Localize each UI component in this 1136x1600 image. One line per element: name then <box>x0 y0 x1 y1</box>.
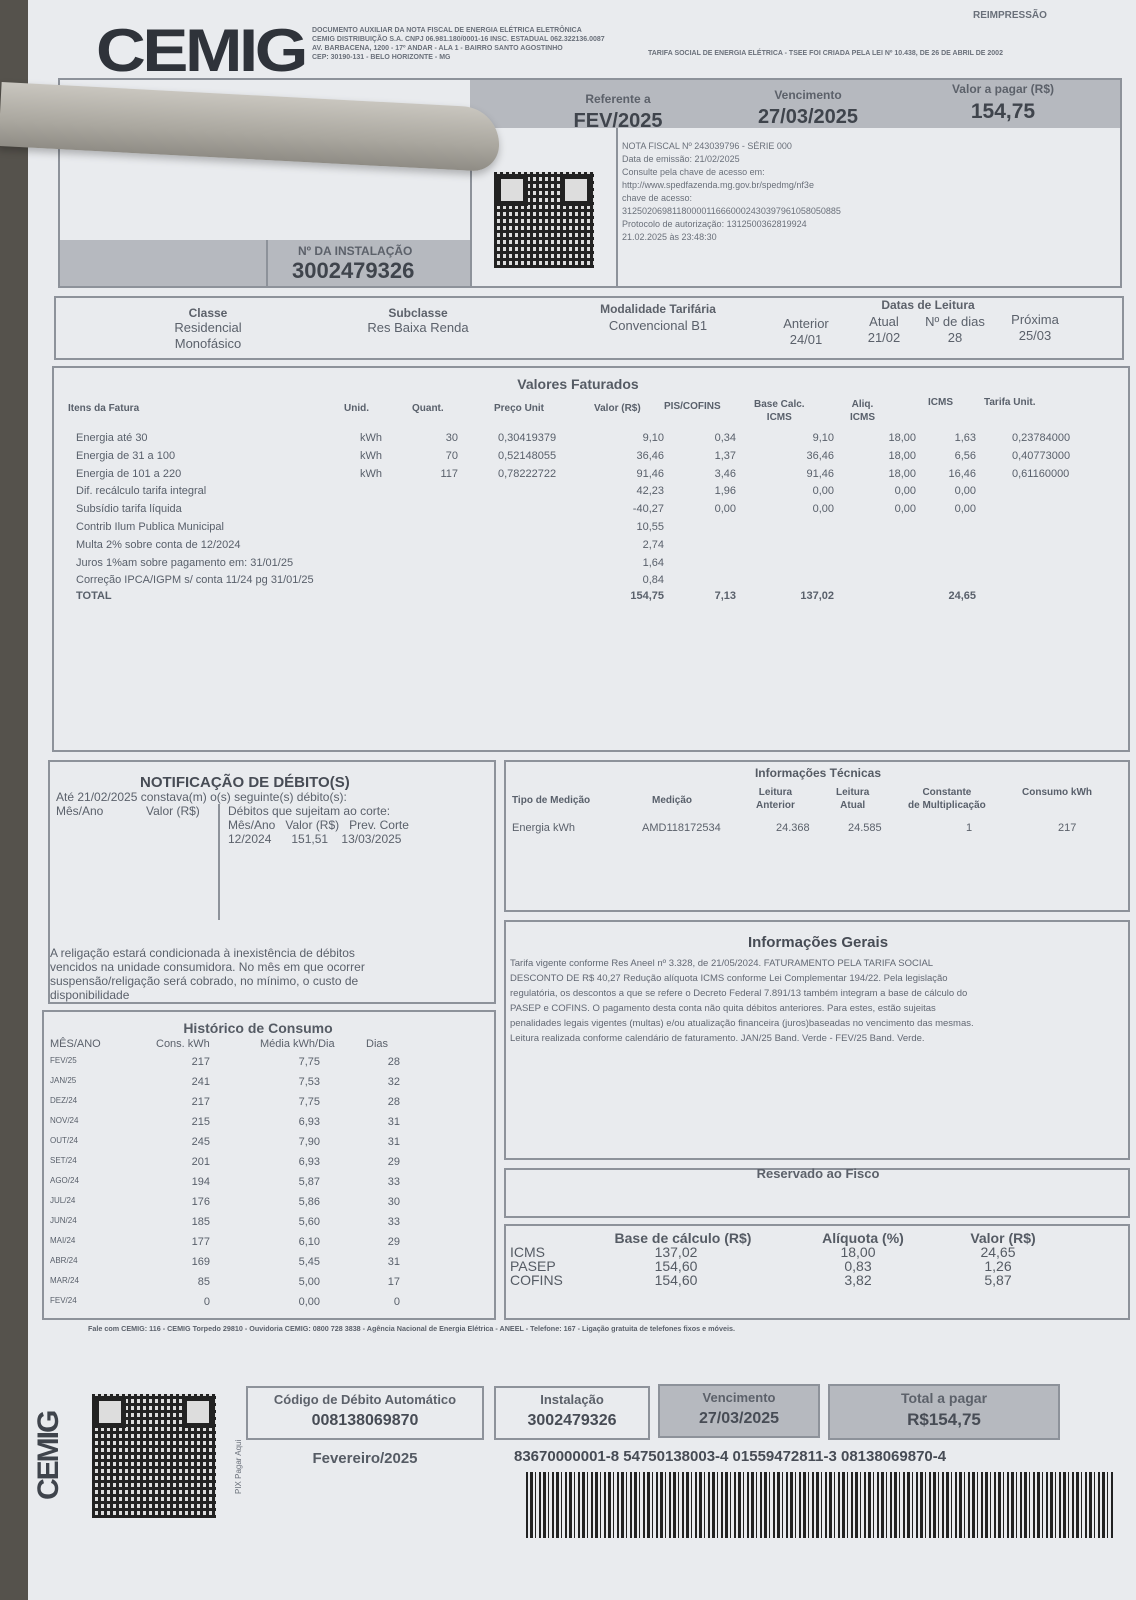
general-line: Tarifa vigente conforme Res Aneel nº 3.328, de 21/05/2024. FATURAMENTO PELA TARIFA SOCIAL <box>510 958 934 969</box>
billing-valor: 42,23 <box>636 485 664 498</box>
billing-valor: -40,27 <box>632 503 664 516</box>
amount-value: 154,75 <box>970 100 1036 123</box>
history-cons: 185 <box>191 1216 210 1228</box>
cut-title: Débitos que sujeitam ao corte: <box>228 804 391 818</box>
modalidade-label: Modalidade Tarifária <box>600 302 716 316</box>
billing-pis: 0,00 <box>714 503 736 516</box>
billing-pis: 0,34 <box>714 432 736 444</box>
classe-value-2: Monofásico <box>174 336 242 351</box>
tech-col-anterior <box>756 786 795 812</box>
billing-base: 91,46 <box>806 467 834 480</box>
pix-qr-code[interactable] <box>92 1394 216 1518</box>
billing-total-label: TOTAL <box>76 590 112 603</box>
col-pis: PIS/COFINS <box>664 401 721 412</box>
billing-total-icms: 24,65 <box>948 590 976 603</box>
general-line: DESCONTO DE R$ 40,27 Redução alíquota ICMS conforme Lei Complementar 194/22. Pela legislação <box>510 973 948 984</box>
notification-col1: Mês/Ano <box>56 804 104 818</box>
technical-box <box>504 760 1130 912</box>
payment-barcode <box>526 1472 1114 1538</box>
doc-line: DOCUMENTO AUXILIAR DA NOTA FISCAL DE ENERGIA ELÉTRICA ELETRÔNICA <box>312 27 582 34</box>
tech-col-constante <box>908 786 986 812</box>
billing-icms: 0,00 <box>954 485 976 498</box>
billing-quant: 70 <box>445 449 458 462</box>
tech-constante: 1 <box>966 822 973 834</box>
billing-valor: 36,46 <box>636 449 664 462</box>
col-valor: Valor (R$) <box>594 403 641 414</box>
history-cons: 245 <box>191 1136 210 1148</box>
tax-base: 154,60 <box>654 1258 698 1274</box>
history-media: 5,86 <box>298 1196 320 1208</box>
billing-valor: 2,74 <box>642 538 664 551</box>
history-cons: 241 <box>191 1076 210 1088</box>
due-value: 27/03/2025 <box>757 106 859 128</box>
billing-tarifa: 0,23784000 <box>1012 432 1071 444</box>
billing-valor: 9,10 <box>642 432 664 444</box>
billing-base: 36,46 <box>806 449 834 462</box>
ref-label: Referente a <box>585 92 651 106</box>
history-dias: 29 <box>387 1156 400 1168</box>
billing-aliq: 18,00 <box>888 449 916 462</box>
cut-row: 12/2024 151,51 13/03/2025 <box>228 832 402 846</box>
invoice-line: 31250206981180000116660002430397961058050885 <box>622 206 841 216</box>
tax-aliq: 3,82 <box>844 1272 872 1288</box>
stub-due-value: 27/03/2025 <box>698 1410 780 1427</box>
history-media: 7,75 <box>298 1096 320 1108</box>
technical-title: Informações Técnicas <box>754 766 882 780</box>
stub-logo: CEMIG <box>32 1411 65 1500</box>
subclasse-value: Res Baixa Renda <box>367 320 469 335</box>
billing-total-pis: 7,13 <box>714 590 736 603</box>
col-aliq-line2: ICMS <box>850 412 875 423</box>
history-col-dias: Dias <box>366 1038 389 1050</box>
notification-divider <box>218 804 220 920</box>
info-divider <box>616 128 618 286</box>
general-text <box>510 956 974 1046</box>
tech-col-constante-1: Constante <box>922 787 972 798</box>
billing-item: Contrib Ilum Publica Municipal <box>76 521 224 533</box>
tax-col-base: Base de cálculo (R$) <box>614 1230 752 1246</box>
tech-col-atual-2: Atual <box>840 800 866 811</box>
history-col-mes: MÊS/ANO <box>50 1038 101 1050</box>
history-media: 5,00 <box>298 1276 320 1288</box>
history-col-media: Média kWh/Dia <box>260 1038 335 1050</box>
col-tarifa: Tarifa Unit. <box>984 397 1036 408</box>
billing-tarifa: 0,40773000 <box>1012 449 1071 462</box>
history-cons: 217 <box>191 1056 210 1068</box>
billing-valor: 0,84 <box>642 574 664 587</box>
billing-item: Energia de 101 a 220 <box>76 467 182 480</box>
history-month: FEV/25 <box>50 1056 77 1065</box>
general-line: regulatória, os descontos a que se refere o Decreto Federal 7.891/13 também integram a base de cálculo do <box>510 988 968 999</box>
history-dias: 17 <box>387 1276 400 1288</box>
company-info <box>312 26 605 62</box>
tech-consumo: 217 <box>1058 822 1077 834</box>
table-surface <box>0 0 28 1600</box>
billing-unid: kWh <box>360 467 382 480</box>
history-dias: 31 <box>387 1136 400 1148</box>
billing-item: Energia até 30 <box>76 432 148 444</box>
anterior-value: 24/01 <box>789 332 823 347</box>
proxima-value: 25/03 <box>1018 328 1052 343</box>
history-month: JUL/24 <box>50 1196 76 1205</box>
col-preco: Preço Unit <box>494 403 545 414</box>
datas-label: Datas de Leitura <box>881 298 975 312</box>
billing-title: Valores Faturados <box>517 376 639 392</box>
invoice-qr-code <box>494 172 594 268</box>
billing-valor: 1,64 <box>642 556 664 569</box>
billing-icms: 6,56 <box>954 449 976 462</box>
general-title: Informações Gerais <box>747 934 889 951</box>
history-media: 6,93 <box>298 1156 320 1168</box>
col-base <box>754 398 805 424</box>
history-dias: 33 <box>387 1216 400 1228</box>
amount-label: Valor a pagar (R$) <box>951 82 1055 96</box>
reprint-label: REIMPRESSÃO <box>973 10 1047 21</box>
billing-base: 9,10 <box>812 432 834 444</box>
history-cons: 194 <box>191 1176 210 1188</box>
history-cons: 177 <box>191 1236 210 1248</box>
cemig-logo: CEMIG <box>96 17 305 84</box>
invoice-line: chave de acesso: <box>622 193 693 203</box>
col-aliq <box>850 398 875 424</box>
billing-total-valor: 154,75 <box>630 590 664 603</box>
tech-col-anterior-2: Anterior <box>756 800 795 811</box>
billing-quant: 117 <box>440 467 458 480</box>
installation-divider <box>266 240 268 286</box>
tech-col-atual-1: Leitura <box>836 787 870 798</box>
billing-unid: kWh <box>360 432 382 444</box>
tech-atual: 24.585 <box>848 822 882 834</box>
history-month: JAN/25 <box>50 1076 77 1085</box>
billing-pis: 1,37 <box>714 449 736 462</box>
tax-col-aliq: Alíquota (%) <box>822 1230 904 1246</box>
billing-item: Juros 1%am sobre pagamento em: 31/01/25 <box>76 556 294 569</box>
history-media: 0,00 <box>298 1296 320 1308</box>
stub-total-value: R$154,75 <box>907 1410 981 1429</box>
tech-col-constante-2: de Multiplicação <box>908 800 986 811</box>
history-dias: 32 <box>387 1076 400 1088</box>
billing-icms: 1,63 <box>954 432 976 444</box>
billing-aliq: 0,00 <box>894 485 916 498</box>
billing-item: Correção IPCA/IGPM s/ conta 11/24 pg 31/01/25 <box>76 574 314 587</box>
history-media: 5,87 <box>298 1176 320 1188</box>
auto-debit-label: Código de Débito Automático <box>273 1392 457 1407</box>
history-media: 5,45 <box>298 1256 320 1268</box>
col-aliq-line1: Aliq. <box>851 399 874 410</box>
invoice-line: http://www.spedfazenda.mg.gov.br/spedmg/nf3e <box>622 180 814 190</box>
col-icms: ICMS <box>928 397 953 408</box>
col-base-line2: ICMS <box>766 412 792 423</box>
pix-label: PIX Pagar Aqui <box>234 1439 243 1494</box>
history-media: 7,75 <box>298 1056 320 1068</box>
tax-aliq: 18,00 <box>840 1244 876 1260</box>
proxima-label: Próxima <box>1011 312 1059 327</box>
history-cons: 0 <box>203 1296 210 1308</box>
modalidade-value: Convencional B1 <box>608 318 708 333</box>
tech-col-anterior-1: Leitura <box>758 787 793 798</box>
stub-total-label: Total a pagar <box>900 1390 988 1406</box>
note-line: vencidos na unidade consumidora. No mês em que ocorrer <box>50 960 365 974</box>
billing-preco: 0,30419379 <box>498 432 557 444</box>
stub-installation-value: 3002479326 <box>527 1412 617 1429</box>
billing-preco: 0,78222722 <box>498 467 557 480</box>
history-dias: 28 <box>387 1056 400 1068</box>
billing-base: 0,00 <box>812 503 834 516</box>
history-media: 6,93 <box>298 1116 320 1128</box>
col-item: Itens da Fatura <box>68 403 140 414</box>
history-cons: 201 <box>191 1156 210 1168</box>
billing-valor: 10,55 <box>636 521 664 533</box>
note-line: disponibilidade <box>50 988 130 1002</box>
invoice-line: Data de emissão: 21/02/2025 <box>622 154 740 164</box>
billing-aliq: 18,00 <box>888 467 916 480</box>
billing-item: Energia de 31 a 100 <box>76 449 176 462</box>
history-month: AGO/24 <box>50 1176 79 1185</box>
tech-col-tipo: Tipo de Medição <box>512 795 591 806</box>
notification-line: Até 21/02/2025 constava(m) o(s) seguinte(s) débito(s): <box>56 790 347 804</box>
general-line: penalidades legais vigentes (multas) e/ou atualização financeira (juros)baseadas no vencimento das mesmas. <box>510 1018 974 1029</box>
billing-item: Dif. recálculo tarifa integral <box>76 485 207 498</box>
history-cons: 217 <box>191 1096 210 1108</box>
doc-line: CEMIG DISTRIBUIÇÃO S.A. CNPJ 06.981.180/0001-16 INSC. ESTADUAL 062.322136.0087 <box>312 36 605 43</box>
bill-sheet <box>28 0 1136 1600</box>
atual-label: Atual <box>869 314 899 329</box>
history-dias: 28 <box>387 1096 400 1108</box>
dias-value: 28 <box>947 330 963 345</box>
history-cons: 85 <box>197 1276 210 1288</box>
billing-preco: 0,52148055 <box>498 449 557 462</box>
history-month: JUN/24 <box>50 1216 77 1225</box>
history-dias: 29 <box>387 1236 400 1248</box>
atual-value: 21/02 <box>867 330 901 345</box>
tech-col-consumo: Consumo kWh <box>1022 787 1092 798</box>
history-cons: 176 <box>191 1196 210 1208</box>
notification-note <box>50 946 365 1002</box>
fisco-title: Reservado ao Fisco <box>756 1166 880 1181</box>
billing-pis: 3,46 <box>714 467 736 480</box>
history-cons: 215 <box>191 1116 210 1128</box>
tech-tipo: Energia kWh <box>512 822 575 834</box>
billing-icms: 16,46 <box>948 467 976 480</box>
col-base-line1: Base Calc. <box>754 399 805 410</box>
history-month: FEV/24 <box>50 1296 77 1305</box>
history-title: Histórico de Consumo <box>183 1020 333 1036</box>
billing-item: Subsídio tarifa líquida <box>76 503 182 516</box>
barcode-digits: 83670000001-8 54750138003-4 01559472811-3 08138069870-4 <box>514 1448 947 1465</box>
tax-col-valor: Valor (R$) <box>970 1230 1036 1246</box>
stub-installation-label: Instalação <box>540 1392 604 1407</box>
notification-col2: Valor (R$) <box>146 804 200 818</box>
tax-base: 154,60 <box>654 1272 698 1288</box>
auto-debit-value: 008138069870 <box>311 1412 419 1429</box>
col-quant: Quant. <box>412 403 444 414</box>
billing-valor: 91,46 <box>636 467 664 480</box>
ref-value: FEV/2025 <box>573 110 663 132</box>
tax-valor: 24,65 <box>980 1244 1016 1260</box>
classe-value: Residencial <box>174 320 242 335</box>
history-month: SET/24 <box>50 1156 77 1165</box>
tech-col-medicao: Medição <box>652 795 693 806</box>
tax-valor: 1,26 <box>984 1258 1012 1274</box>
history-month: MAI/24 <box>50 1236 76 1245</box>
installation-value: 3002479326 <box>292 258 415 283</box>
col-unid: Unid. <box>344 403 369 414</box>
history-media: 7,90 <box>298 1136 320 1148</box>
history-dias: 31 <box>387 1116 400 1128</box>
tax-aliq: 0,83 <box>844 1258 872 1274</box>
history-box <box>42 1010 496 1320</box>
tax-name: COFINS <box>510 1272 563 1288</box>
month-reference: Fevereiro/2025 <box>312 1450 418 1467</box>
note-line: A religação estará condicionada à inexistência de débitos <box>50 946 355 960</box>
history-month: ABR/24 <box>50 1256 78 1265</box>
history-dias: 0 <box>393 1296 400 1308</box>
history-month: MAR/24 <box>50 1276 79 1285</box>
history-media: 7,53 <box>298 1076 320 1088</box>
billing-aliq: 0,00 <box>894 503 916 516</box>
tax-valor: 5,87 <box>984 1272 1012 1288</box>
billing-pis: 1,96 <box>714 485 736 498</box>
invoice-line: Protocolo de autorização: 1312500362819924 <box>622 219 807 229</box>
doc-line: AV. BARBACENA, 1200 - 17º ANDAR - ALA 1 - BAIRRO SANTO AGOSTINHO <box>312 45 563 52</box>
invoice-line: NOTA FISCAL Nº 243039796 - SÉRIE 000 <box>622 141 792 151</box>
tech-anterior: 24.368 <box>776 822 810 834</box>
history-month: OUT/24 <box>50 1136 79 1145</box>
due-label: Vencimento <box>774 88 842 102</box>
stub-due-label: Vencimento <box>702 1390 776 1405</box>
contact-line: Fale com CEMIG: 116 - CEMIG Torpedo 29810 - Ouvidoria CEMIG: 0800 728 3838 - Agência Nacional de Energia Elétrica - ANEEL - Telefone: 167 - Ligação gratuita de telefones fixos e móveis. <box>88 1324 735 1333</box>
history-col-cons: Cons. kWh <box>156 1038 210 1050</box>
doc-line: CEP: 30190-131 - BELO HORIZONTE - MG <box>312 54 451 61</box>
history-dias: 30 <box>387 1196 400 1208</box>
subclasse-label: Subclasse <box>388 306 448 320</box>
invoice-line: Consulte pela chave de acesso em: <box>622 167 765 177</box>
tax-name: PASEP <box>510 1258 556 1274</box>
billing-base: 0,00 <box>812 485 834 498</box>
billing-quant: 30 <box>445 432 458 444</box>
anterior-label: Anterior <box>783 316 829 331</box>
dias-label: Nº de dias <box>925 314 985 329</box>
history-month: DEZ/24 <box>50 1096 78 1105</box>
tax-base: 137,02 <box>654 1244 698 1260</box>
installation-label: Nº DA INSTALAÇÃO <box>298 244 413 258</box>
billing-unid: kWh <box>360 449 382 462</box>
general-line: PASEP e COFINS. O pagamento desta conta não quita débitos anteriores. Para estes, estão sujeitas <box>510 1003 936 1014</box>
note-line: suspensão/religação será cobrado, no mínimo, o custo de <box>50 974 359 988</box>
tech-col-atual <box>836 786 869 812</box>
billing-item: Multa 2% sobre conta de 12/2024 <box>76 538 241 551</box>
history-media: 6,10 <box>298 1236 320 1248</box>
classe-label: Classe <box>188 306 228 320</box>
history-cons: 169 <box>191 1256 210 1268</box>
billing-icms: 0,00 <box>954 503 976 516</box>
history-dias: 31 <box>387 1256 400 1268</box>
history-month: NOV/24 <box>50 1116 79 1125</box>
notification-title: NOTIFICAÇÃO DE DÉBITO(S) <box>140 774 350 791</box>
billing-total-base: 137,02 <box>800 590 834 603</box>
billing-tarifa: 0,61160000 <box>1012 467 1070 480</box>
invoice-line: 21.02.2025 às 23:48:30 <box>622 232 717 242</box>
cut-columns: Mês/Ano Valor (R$) Prev. Corte <box>228 818 409 832</box>
history-media: 5,60 <box>298 1216 320 1228</box>
general-line: Leitura realizada conforme calendário de faturamento. JAN/25 Band. Verde - FEV/25 Band. Verde. <box>510 1033 925 1044</box>
history-dias: 33 <box>387 1176 400 1188</box>
tariff-note: TARIFA SOCIAL DE ENERGIA ELÉTRICA - TSEE FOI CRIADA PELA LEI Nº 10.438, DE 26 DE ABRIL DE 2002 <box>648 50 1003 57</box>
tax-name: ICMS <box>510 1244 545 1260</box>
tech-medicao: AMD118172534 <box>642 822 721 834</box>
billing-aliq: 18,00 <box>888 432 916 444</box>
invoice-info <box>622 140 841 244</box>
